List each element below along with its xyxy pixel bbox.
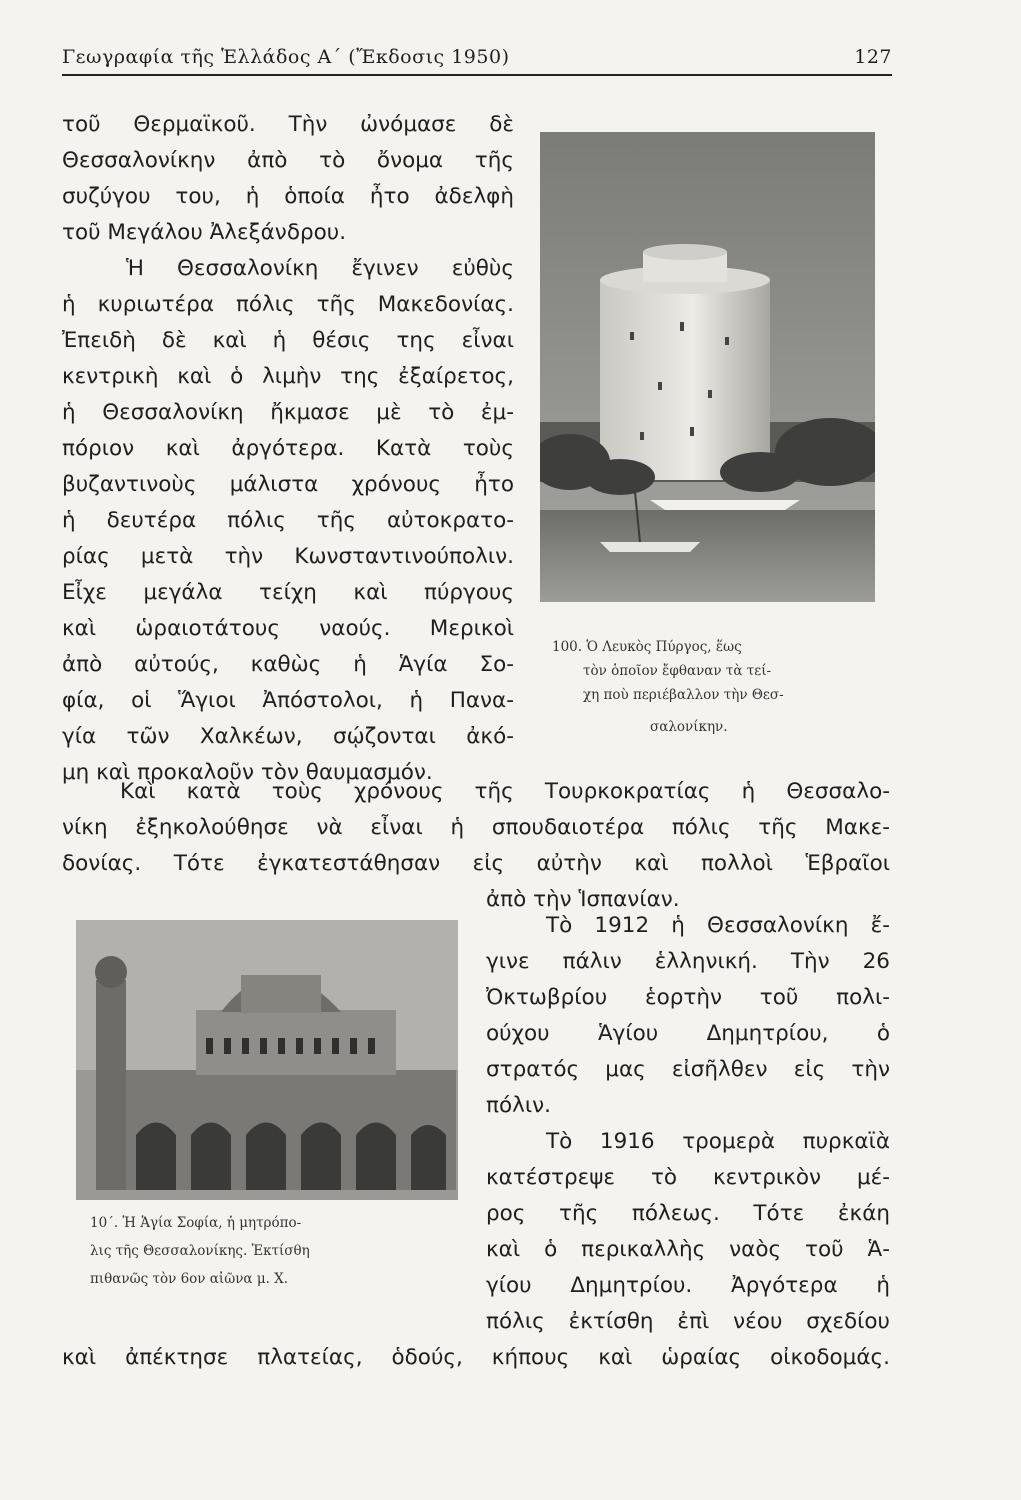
text-line: Ἐπειδὴ δὲ καὶ ἡ θέσις της εἶναι: [62, 328, 514, 353]
text-line: ἀπὸ αὐτούς, καθὼς ἡ Ἁγία Σο-: [62, 652, 514, 677]
agia-sofia-photo: [76, 920, 458, 1200]
text-line: γινε πάλιν ἑλληνική. Τὴν 26: [486, 949, 890, 974]
text-line: πόλιν.: [486, 1093, 551, 1118]
white-tower-illustration: [540, 132, 875, 602]
text-line: πόριον καὶ ἀργότερα. Κατὰ τοὺς: [62, 436, 514, 461]
caption-line: 10΄. Ἡ Ἁγία Σοφία, ἡ μητρόπο-: [90, 1215, 302, 1231]
text-line: Ἡ Θεσσαλονίκη ἔγινεν εὐθὺς: [126, 256, 514, 281]
text-line: ἀπὸ τὴν Ἱσπανίαν.: [486, 887, 680, 912]
running-header: [62, 44, 892, 76]
text-line: ρίας μετὰ τὴν Κωνσταντινούπολιν.: [62, 544, 514, 569]
caption-line: πιθανῶς τὸν 6ον αἰῶνα μ. Χ.: [90, 1271, 289, 1287]
text-line: τοῦ Μεγάλου Ἀλεξάνδρου.: [62, 220, 347, 245]
text-line: κατέστρεψε τὸ κεντρικὸν μέ-: [486, 1165, 890, 1190]
text-line: ἡ κυριωτέρα πόλις τῆς Μακεδονίας.: [62, 292, 514, 317]
text-line: νίκη ἐξηκολούθησε νὰ εἶναι ἡ σπουδαιοτέρα πόλις τῆς Μακε-: [62, 815, 890, 840]
text-line: Ὀκτωβρίου ἑορτὴν τοῦ πολι-: [486, 985, 890, 1010]
text-line: φία, οἱ Ἅγιοι Ἀπόστολοι, ἡ Πανα-: [62, 688, 514, 713]
caption-line: χη ποὺ περιέβαλλον τὴν Θεσ-: [583, 687, 784, 703]
agia-sofia-illustration: [76, 920, 458, 1200]
text-line: καὶ ἀπέκτησε πλατείας, ὁδούς, κήπους καὶ ὡραίας οἰκοδομάς.: [62, 1345, 890, 1370]
book-title: Γεωγραφία τῆς Ἑλλάδος Α΄ (Ἔκδοσις 1950): [62, 46, 510, 68]
text-line: καὶ ὁ περικαλλὴς ναὸς τοῦ Ἁ-: [486, 1237, 890, 1262]
text-line: γίου Δημητρίου. Ἀργότερα ἡ: [486, 1273, 890, 1298]
text-line: τοῦ Θερμαϊκοῦ. Τὴν ὠνόμασε δὲ: [62, 112, 514, 137]
caption-line: τὸν ὁποῖον ἔφθαναν τὰ τεί-: [583, 663, 772, 679]
caption-line: σαλονίκην.: [650, 719, 728, 735]
text-line: Εἶχε μεγάλα τείχη καὶ πύργους: [62, 580, 514, 605]
text-line: γία τῶν Χαλκέων, σῴζονται ἀκό-: [62, 724, 514, 749]
text-line: Καὶ κατὰ τοὺς χρόνους τῆς Τουρκοκρατίας ἡ Θεσσαλο-: [120, 779, 890, 804]
white-tower-photo: [540, 132, 875, 602]
caption-line: λις τῆς Θεσσαλονίκης. Ἐκτίσθη: [90, 1243, 310, 1259]
text-line: κεντρικὴ καὶ ὁ λιμὴν της ἐξαίρετος,: [62, 364, 514, 389]
text-line: Τὸ 1912 ἡ Θεσσαλονίκη ἔ-: [546, 913, 890, 938]
text-line: ούχου Ἁγίου Δημητρίου, ὁ: [486, 1021, 890, 1046]
text-line: καὶ ὡραιοτάτους ναούς. Μερικοὶ: [62, 616, 514, 641]
text-line: ρος τῆς πόλεως. Τότε ἐκάη: [486, 1201, 890, 1226]
text-line: ἡ Θεσσαλονίκη ἤκμασε μὲ τὸ ἐμ-: [62, 400, 514, 425]
text-line: ἡ δευτέρα πόλις τῆς αὐτοκρατο-: [62, 508, 514, 533]
text-line: βυζαντινοὺς μάλιστα χρόνους ἦτο: [62, 472, 514, 497]
text-line: Θεσσαλονίκην ἀπὸ τὸ ὄνομα τῆς: [62, 148, 514, 173]
text-line: στρατός μας εἰσῆλθεν εἰς τὴν: [486, 1057, 890, 1082]
text-line: συζύγου του, ἡ ὁποία ἦτο ἀδελφὴ: [62, 184, 514, 209]
page-number: 127: [854, 46, 892, 68]
text-line: πόλις ἐκτίσθη ἐπὶ νέου σχεδίου: [486, 1309, 890, 1334]
caption-line: 100. Ὁ Λευκὸς Πύργος, ἕως: [552, 639, 742, 655]
text-line: δονίας. Τότε ἐγκατεστάθησαν εἰς αὐτὴν καὶ πολλοὶ Ἑβραῖοι: [62, 851, 890, 876]
text-line: μη καὶ προκαλοῦν τὸν θαυμασμόν.: [62, 760, 433, 785]
text-line: Τὸ 1916 τρομερὰ πυρκαϊὰ: [546, 1129, 890, 1154]
